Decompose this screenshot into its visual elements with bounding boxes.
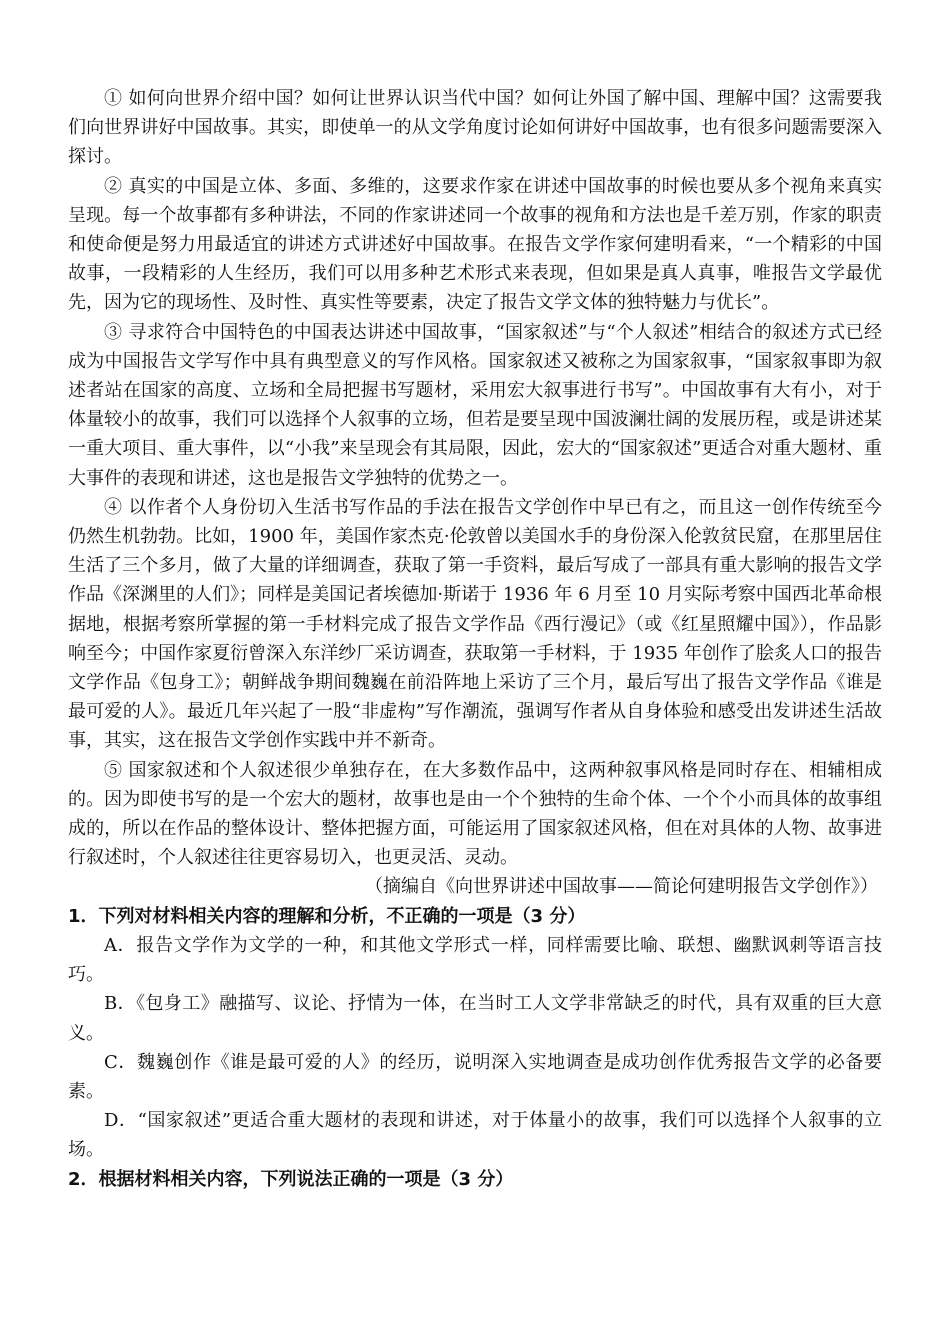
question-2-stem: 2．根据材料相关内容，下列说法正确的一项是（3 分）: [68, 1168, 514, 1190]
question-1-stem: 1．下列对材料相关内容的理解和分析，不正确的一项是（3 分）: [68, 905, 586, 927]
paragraph-5: ⑤ 国家叙述和个人叙述很少单独存在，在大多数作品中，这两种叙事风格是同时存在、相辅相成的。因为即使书写的是一个宏大的题材，故事也是由一个个独特的生命个体、一个个小而具体的故事组成的，所以在作品的整体设计、整体把握方面，可能运用了国家叙述风格，但在对具体的人物、故事进行叙述时，个人叙述往往更容易切入，也更灵活、灵动。: [68, 759, 882, 869]
paragraph-1: ① 如何向世界介绍中国？如何让世界认识当代中国？如何让外国了解中国、理解中国？这需要我们向世界讲好中国故事。其实，即使单一的从文学角度讨论如何讲好中国故事，也有很多问题需要深入探讨。: [68, 88, 882, 168]
question-1-option-a: A．报告文学作为文学的一种，和其他文学形式一样，同样需要比喻、联想、幽默讽刺等语言技巧。: [68, 934, 882, 986]
source-citation: （摘编自《向世界讲述中国故事——简论何建明报告文学创作》）: [365, 876, 878, 898]
paragraph-2: ② 真实的中国是立体、多面、多维的，这要求作家在讲述中国故事的时候也要从多个视角来真实呈现。每一个故事都有多种讲法，不同的作家讲述同一个故事的视角和方法也是千差万别，作家的职责和使命便是努力用最适宜的讲述方式讲述好中国故事。在报告文学作家何建明看来，“一个精彩的中国故事，一段精彩的人生经历，我们可以用多种艺术形式来表现，但如果是真人真事，唯报告文学最优先，因为它的现场性、及时性、真实性等要素，决定了报告文学文体的独特魅力与优长”。: [68, 175, 882, 314]
question-1-option-c: C．魏巍创作《谁是最可爱的人》的经历，说明深入实地调查是成功创作优秀报告文学的必备要素。: [68, 1051, 882, 1102]
paragraph-3: ③ 寻求符合中国特色的中国表达讲述中国故事，“国家叙述”与“个人叙述”相结合的叙述方式已经成为中国报告文学写作中具有典型意义的写作风格。国家叙述又被称之为国家叙事，“国家叙事即为叙述者站在国家的高度、立场和全局把握书写题材，采用宏大叙事进行书写”。中国故事有大有小，对于体量较小的故事，我们可以选择个人叙事的立场，但若是要呈现中国波澜壮阔的发展历程，或是讲述某一重大项目、重大事件，以“小我”来呈现会有其局限，因此，宏大的“国家叙述”更适合对重大题材、重大事件的表现和讲述，这也是报告文学独特的优势之一。: [68, 321, 882, 489]
paragraph-4: ④ 以作者个人身份切入生活书写作品的手法在报告文学创作中早已有之，而且这一创作传统至今仍然生机勃勃。比如，1900 年，美国作家杰克·伦敦曾以美国水手的身份深入伦敦贫民窟，在那里居住生活了三个多月，做了大量的详细调查，获取了第一手资料，最后写成了一部具有重大影响的报告文学作品《深渊里的人们》；同样是美国记者埃德加·斯诺于 1936 年 6 月至 10 月实际考察中国西北革命根据地，根据考察所掌握的第一手材料完成了报告文学作品《西行漫记》（或《红星照耀中国》），作品影响至今；中国作家夏衍曾深入东洋纱厂采访调查，获取第一手材料，于 1935 年创作了脍炙人口的报告文学作品《包身工》；朝鲜战争期间魏巍在前沿阵地上采访了三个月，最后写出了报告文学作品《谁是最可爱的人》。最近几年兴起了一股“非虚构”写作潮流，强调写作者从自身体验和感受出发讲述生活故事，其实，这在报告文学创作实践中并不新奇。: [68, 496, 882, 752]
question-1-option-d: D．“国家叙述”更适合重大题材的表现和讲述，对于体量小的故事，我们可以选择个人叙事的立场。: [68, 1110, 882, 1161]
question-1-option-b: B．《包身工》融描写、议论、抒情为一体，在当时工人文学非常缺乏的时代，具有双重的巨大意义。: [68, 993, 882, 1044]
